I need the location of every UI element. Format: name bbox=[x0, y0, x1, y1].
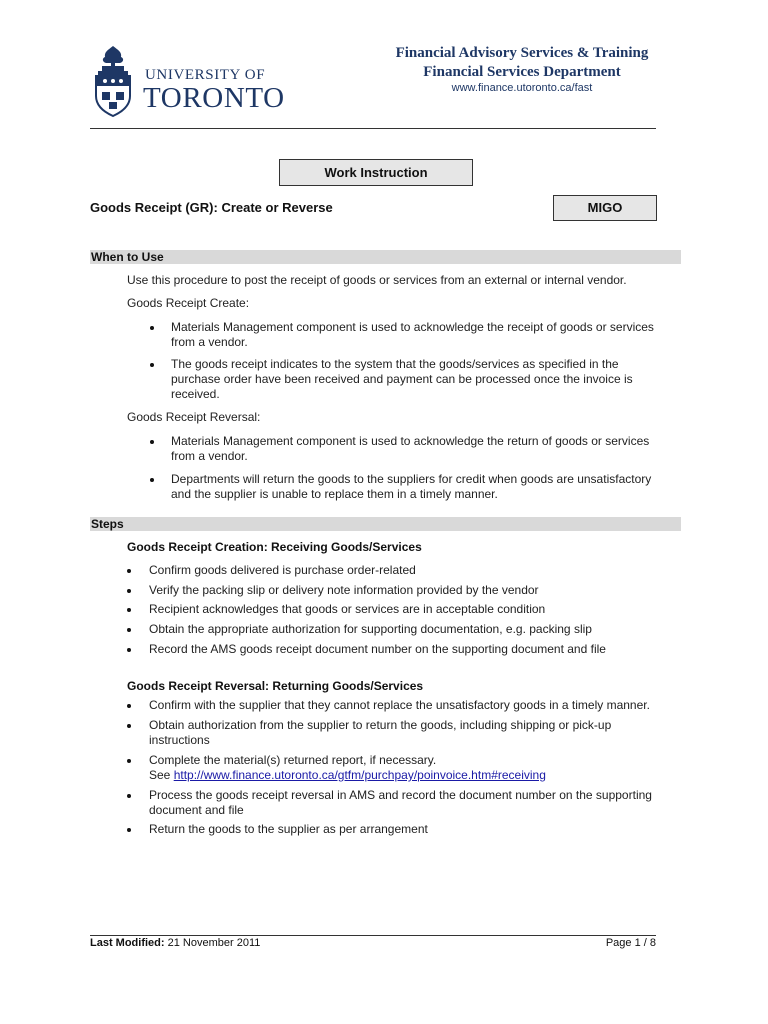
bullet-text: from a vendor. bbox=[171, 449, 248, 463]
step-text: Complete the material(s) returned report, if necessary. bbox=[149, 753, 437, 767]
bullet-icon bbox=[150, 478, 154, 482]
bullet-text: from a vendor. bbox=[171, 335, 248, 349]
header-department-line2: Financial Services Department bbox=[423, 64, 621, 80]
step-text: Return the goods to the supplier as per arrangement bbox=[149, 822, 428, 836]
bullet-icon bbox=[150, 363, 154, 367]
bullet-icon bbox=[127, 628, 131, 632]
university-logo bbox=[90, 44, 285, 118]
see-reference bbox=[149, 768, 546, 783]
transaction-code-box: MIGO bbox=[553, 195, 657, 221]
last-modified-date: 21 November 2011 bbox=[164, 937, 261, 949]
step-text: Process the goods receipt reversal in AMS and record the document number on the supporting bbox=[149, 788, 652, 802]
step-text: Verify the packing slip or delivery note information provided by the vendor bbox=[149, 583, 539, 597]
last-modified-label: Last Modified: bbox=[90, 937, 165, 949]
bullet-text: and the supplier is unable to replace them in a timely manner. bbox=[171, 487, 498, 501]
bullet-icon bbox=[127, 569, 131, 573]
bullet-text: Materials Management component is used to acknowledge the return of goods or services bbox=[171, 434, 650, 448]
last-modified bbox=[90, 937, 260, 949]
bullet-text: purchase order have been received and payment can be processed once the invoice is bbox=[171, 372, 633, 386]
see-prefix: See bbox=[149, 768, 174, 782]
step-text: Obtain the appropriate authorization for supporting documentation, e.g. packing slip bbox=[149, 622, 592, 636]
bullet-icon bbox=[127, 794, 131, 798]
bullet-icon bbox=[127, 759, 131, 763]
logo-line1: UNIVERSITY OF bbox=[145, 67, 266, 83]
bullet-text: received. bbox=[171, 387, 220, 401]
bullet-icon bbox=[150, 440, 154, 444]
bullet-icon bbox=[150, 326, 154, 330]
bullet-icon bbox=[127, 704, 131, 708]
when-to-use-intro: Use this procedure to post the receipt of goods or services from an external or internal vendor. bbox=[127, 273, 627, 287]
bullet-text: The goods receipt indicates to the system that the goods/services as specified in the bbox=[171, 357, 619, 371]
step-text: Recipient acknowledges that goods or services are in acceptable condition bbox=[149, 602, 546, 616]
step-text: Confirm goods delivered is purchase order-related bbox=[149, 563, 416, 577]
header-divider bbox=[90, 128, 656, 129]
logo-line2: TORONTO bbox=[143, 82, 285, 114]
step-text: document and file bbox=[149, 803, 244, 817]
bullet-text: Departments will return the goods to the suppliers for credit when goods are unsatisfactory bbox=[171, 472, 652, 486]
bullet-icon bbox=[127, 608, 131, 612]
document-title: Goods Receipt (GR): Create or Reverse bbox=[90, 200, 333, 215]
bullet-icon bbox=[127, 648, 131, 652]
page-number: Page 1 / 8 bbox=[605, 937, 656, 949]
step-text: instructions bbox=[149, 733, 210, 747]
step-text: Obtain authorization from the supplier to return the goods, including shipping or pick-up bbox=[149, 718, 612, 732]
university-crest-icon bbox=[90, 44, 136, 118]
reversal-subheading: Goods Receipt Reversal: Returning Goods/Services bbox=[127, 679, 424, 693]
creation-subheading: Goods Receipt Creation: Receiving Goods/Services bbox=[127, 540, 422, 554]
footer-divider bbox=[90, 935, 656, 936]
section-heading-when-to-use: When to Use bbox=[90, 250, 681, 264]
receiving-reference-link[interactable]: http://www.finance.utoronto.ca/gtfm/purchpay/poinvoice.htm#receiving bbox=[173, 768, 546, 782]
bullet-icon bbox=[127, 589, 131, 593]
header-department-line1: Financial Advisory Services & Training bbox=[395, 45, 649, 61]
reversal-label: Goods Receipt Reversal: bbox=[127, 410, 261, 424]
header-url-link[interactable]: www.finance.utoronto.ca/fast bbox=[451, 82, 593, 94]
bullet-icon bbox=[127, 724, 131, 728]
create-label: Goods Receipt Create: bbox=[127, 296, 250, 310]
section-heading-steps: Steps bbox=[90, 517, 681, 531]
step-text: Confirm with the supplier that they cannot replace the unsatisfactory goods in a timely manner. bbox=[149, 698, 650, 712]
bullet-icon bbox=[127, 828, 131, 832]
document-type-box: Work Instruction bbox=[279, 159, 473, 186]
bullet-text: Materials Management component is used to acknowledge the receipt of goods or services bbox=[171, 320, 654, 334]
step-text: Record the AMS goods receipt document number on the supporting document and file bbox=[149, 642, 606, 656]
